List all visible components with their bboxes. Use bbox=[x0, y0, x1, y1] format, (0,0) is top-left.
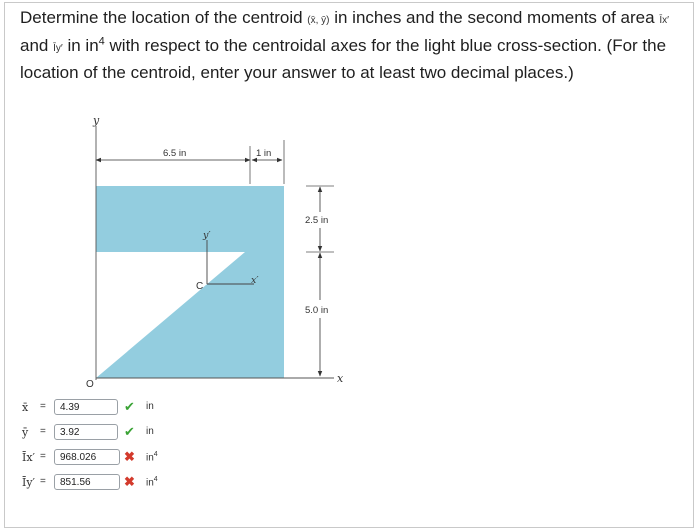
unit-label: $in^4$ bbox=[146, 451, 158, 464]
answer-input[interactable]: 4.39 bbox=[54, 399, 118, 415]
flange-width-label: 1 in bbox=[256, 148, 272, 159]
centroid-symbol: (x̄, ȳ) bbox=[307, 15, 330, 26]
answer-symbol: Īy′ bbox=[22, 476, 36, 489]
answer-symbol: ȳ bbox=[22, 426, 29, 439]
equals-sign: = bbox=[40, 426, 46, 437]
x-prime-label: x′ bbox=[251, 275, 259, 286]
y-prime-label: y′ bbox=[203, 230, 211, 241]
unit-label: in bbox=[146, 401, 154, 412]
unit-label: $in^4$ bbox=[146, 476, 158, 489]
height-label: 5.0 in bbox=[305, 305, 329, 316]
y-axis-label: y bbox=[93, 114, 100, 127]
incorrect-x-icon: ✖ bbox=[124, 474, 135, 489]
equals-sign: = bbox=[40, 401, 46, 412]
equals-sign: = bbox=[40, 476, 46, 487]
question-text: Determine the location of the centroid (x̄, ȳ) in inches and the second moments of area Īx′ and Īy′ in $in^4$ with respect to the centroidal axes for the light blue cross-section. (For the location of the centroid, enter your answer to at least two decimal places.) bbox=[20, 8, 669, 82]
correct-check-icon: ✔ bbox=[124, 424, 135, 439]
answer-input[interactable]: 3.92 bbox=[54, 424, 118, 440]
equals-sign: = bbox=[40, 451, 46, 462]
answer-symbol: x̄ bbox=[22, 401, 29, 414]
incorrect-x-icon: ✖ bbox=[124, 449, 135, 464]
x-axis-label: x bbox=[337, 372, 344, 385]
unit-label: in bbox=[146, 426, 154, 437]
top-thickness-label: 2.5 in bbox=[305, 215, 329, 226]
ix-symbol: Īx′ bbox=[659, 15, 669, 26]
centroid-label: C bbox=[196, 281, 204, 292]
correct-check-icon: ✔ bbox=[124, 399, 135, 414]
origin-label: O bbox=[86, 379, 94, 390]
answer-symbol: Īx′ bbox=[22, 451, 36, 464]
iy-symbol: Īy′ bbox=[53, 42, 63, 54]
answer-input[interactable]: 968.026 bbox=[54, 449, 120, 465]
answer-input[interactable]: 851.56 bbox=[54, 474, 120, 490]
width-label: 6.5 in bbox=[163, 148, 187, 159]
